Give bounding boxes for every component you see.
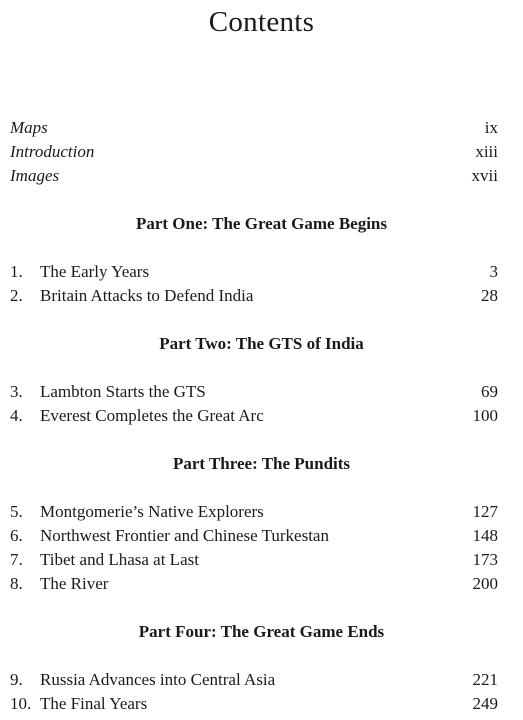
chapter-title: The Early Years (40, 262, 150, 281)
toc-entry-page: ix (484, 118, 498, 137)
chapter-number: 2. (10, 286, 23, 305)
chapter-number: 3. (10, 382, 23, 401)
toc-chapter-8[interactable] (10, 572, 498, 596)
part-heading-three: Part Three: The Pundits (172, 454, 351, 473)
toc-chapter-7[interactable] (10, 548, 498, 572)
chapter-number: 1. (10, 262, 23, 281)
toc-entry-label: Images (10, 166, 60, 185)
toc-entry-maps[interactable] (10, 116, 498, 140)
chapter-title: Everest Completes the Great Arc (40, 406, 264, 425)
chapter-page: 200 (472, 574, 498, 593)
chapter-page: 173 (472, 550, 498, 569)
toc-chapter-6[interactable] (10, 524, 498, 548)
toc-entry-label: Introduction (10, 142, 95, 161)
toc-entry-label: Maps (10, 118, 48, 137)
chapter-title: Tibet and Lhasa at Last (40, 550, 199, 569)
toc-entry-images[interactable] (10, 164, 498, 188)
chapter-title: Montgomerie’s Native Explorers (40, 502, 264, 521)
chapter-page: 28 (481, 286, 498, 305)
part-heading-one: Part One: The Great Game Begins (135, 214, 388, 233)
toc-entry-page: xiii (475, 142, 498, 161)
chapter-page: 3 (489, 262, 498, 281)
toc-chapter-9[interactable] (10, 668, 498, 692)
chapter-title: The Final Years (40, 694, 148, 713)
chapter-title: Russia Advances into Central Asia (40, 670, 276, 689)
chapter-page: 127 (472, 502, 498, 521)
chapter-title: Northwest Frontier and Chinese Turkestan (40, 526, 329, 545)
chapter-number: 8. (10, 574, 23, 593)
part-heading-four: Part Four: The Great Game Ends (138, 622, 385, 641)
page-title: Contents (208, 6, 315, 38)
toc-entry-introduction[interactable] (10, 140, 498, 164)
chapter-title: The River (40, 574, 109, 593)
toc-chapter-10[interactable] (10, 692, 498, 716)
chapter-page: 249 (472, 694, 498, 713)
toc-chapter-1[interactable] (10, 260, 498, 284)
chapter-number: 5. (10, 502, 23, 521)
toc-chapter-3[interactable] (10, 380, 498, 404)
chapter-title: Britain Attacks to Defend India (40, 286, 254, 305)
chapter-page: 221 (472, 670, 498, 689)
chapter-page: 148 (472, 526, 498, 545)
toc-chapter-4[interactable] (10, 404, 498, 428)
chapter-page: 69 (481, 382, 498, 401)
toc-chapter-5[interactable] (10, 500, 498, 524)
toc-chapter-2[interactable] (10, 284, 498, 308)
chapter-number: 10. (10, 694, 32, 713)
chapter-page: 100 (472, 406, 498, 425)
part-heading-two: Part Two: The GTS of India (159, 334, 364, 353)
chapter-number: 6. (10, 526, 23, 545)
chapter-number: 4. (10, 406, 23, 425)
chapter-title: Lambton Starts the GTS (40, 382, 206, 401)
chapter-number: 9. (10, 670, 23, 689)
chapter-number: 7. (10, 550, 23, 569)
toc-entry-page: xvii (471, 166, 498, 185)
